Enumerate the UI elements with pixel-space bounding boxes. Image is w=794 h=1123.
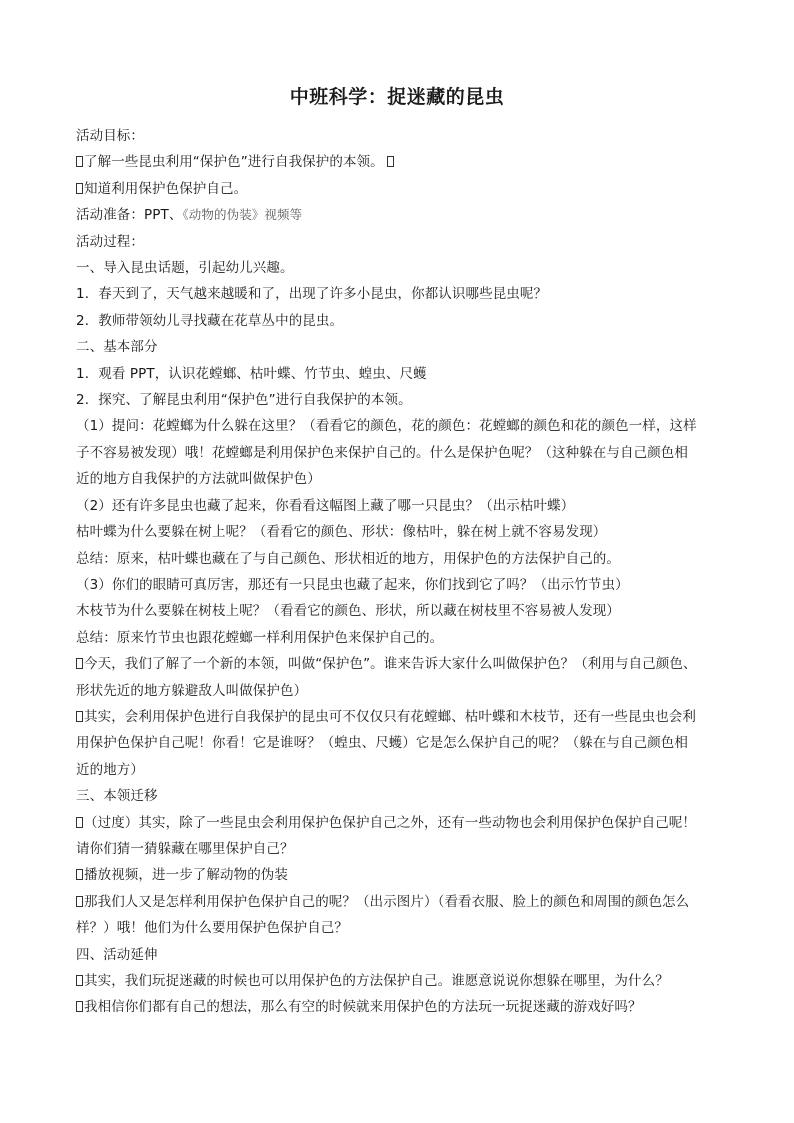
missing-glyph-icon (76, 975, 83, 986)
text-line (76, 678, 719, 704)
line-text: 近的地方） (76, 761, 144, 778)
text-line (76, 836, 719, 862)
document-body (76, 123, 719, 1021)
missing-glyph-icon (76, 817, 83, 828)
line-text: 活动目标： (76, 128, 144, 144)
line-text: 1．春天到了，天气越来越暖和了，出现了许多小昆虫，你都认识哪些昆虫呢？ (76, 286, 548, 303)
text-line (76, 149, 719, 175)
text-line (76, 176, 719, 202)
line-text: 1．观看 PPT，认识花螳螂、枯叶蝶、竹节虫、蝗虫、尺蠖 (76, 365, 427, 382)
line-text: 活动准备：PPT、 (76, 207, 183, 224)
text-line (76, 493, 719, 519)
text-line (76, 413, 719, 439)
text-line (76, 730, 719, 756)
text-line (76, 466, 719, 492)
line-text: 2．教师带领幼儿寻找藏在花草丛中的昆虫。 (76, 312, 344, 329)
line-text: 我相信你们都有自己的想法，那么有空的时候就来用保护色的方法玩一玩捉迷藏的游戏好吗？ (84, 999, 642, 1016)
line-text: 子不容易被发现）哦！花螳螂是利用保护色来保护自己的。什么是保护色呢？（这种躲在与自己颜色相 (76, 444, 688, 461)
text-line (76, 387, 719, 413)
section-heading (76, 783, 719, 809)
line-text: 近的地方自我保护的方法就叫做保护色） (76, 471, 321, 488)
line-text: 一、导入昆虫话题，引起幼儿兴趣。 (76, 260, 294, 277)
text-line (76, 598, 719, 624)
missing-glyph-icon (76, 183, 83, 194)
line-text: 总结：原来竹节虫也跟花螳螂一样利用保护色来保护自己的。 (76, 629, 444, 646)
text-line (76, 361, 719, 387)
line-text: 活动过程： (76, 233, 144, 250)
line-text: 三、本领迁移 (76, 788, 158, 805)
line-text: 用保护色保护自己呢！你看！它是谁呀？（蝗虫、尺蠖）它是怎么保护自己的呢？（躲在与自己颜色相 (76, 735, 688, 752)
section-heading (76, 255, 719, 281)
line-text: （2）还有许多昆虫也藏了起来，你看看这幅图上藏了哪一只昆虫？（出示枯叶蝶） (76, 497, 575, 514)
text-line (76, 862, 719, 888)
line-text: 那我们人又是怎样利用保护色保护自己的呢？（出示图片）（看看衣服、脸上的颜色和周围的颜色怎么 (84, 893, 690, 910)
line-text: 播放视频，进一步了解动物的伪装 (84, 867, 288, 884)
line-text: （1）提问：花螳螂为什么躲在这里？（看看它的颜色，花的颜色：花螳螂的颜色和花的颜色一样，这样 (76, 418, 697, 435)
line-text: 请你们猜一猜躲藏在哪里保护自己？ (76, 840, 294, 857)
line-text: 四、活动延伸 (76, 946, 158, 963)
text-line (76, 281, 719, 307)
missing-glyph-icon (387, 156, 394, 167)
line-text: 其实，我们玩捉迷藏的时候也可以用保护色的方法保护自己。谁愿意说说你想躲在哪里，为什么？ (84, 973, 669, 989)
missing-glyph-icon (76, 156, 83, 167)
line-text: 样？）哦！他们为什么要用保护色保护自己？ (76, 920, 348, 937)
line-text: 木枝节为什么要躲在树枝上呢？（看看它的颜色、形状，所以藏在树枝里不容易被人发现） (76, 603, 620, 620)
text-line (76, 757, 719, 783)
text-line (76, 651, 719, 677)
text-line (76, 704, 719, 730)
line-text: 今天，我们了解了一个新的本领，叫做“保护色”。谁来告诉大家什么叫做保护色？（利用与自己颜色、 (84, 656, 697, 673)
section-heading (76, 334, 719, 360)
missing-glyph-icon (76, 1001, 83, 1012)
text-line (76, 915, 719, 941)
line-text: 2．探究、了解昆虫利用“保护色”进行自我保护的本领。 (76, 392, 412, 409)
document-title: 中班科学：捉迷藏的昆虫 (289, 86, 505, 108)
line-text: 枯叶蝶为什么要躲在树上呢？（看看它的颜色、形状：像枯叶，躲在树上就不容易发现） (76, 524, 607, 541)
line-text: 知道利用保护色保护自己。 (84, 180, 248, 197)
text-line (76, 308, 719, 334)
text-line (76, 889, 719, 915)
text-line (76, 625, 719, 651)
text-line (76, 546, 719, 572)
line-text: 其实，会利用保护色进行自我保护的昆虫可不仅仅只有花螳螂、枯叶蝶和木枝节，还有一些昆虫也会利 (84, 708, 696, 725)
text-line (76, 572, 719, 598)
missing-glyph-icon (76, 896, 83, 907)
missing-glyph-icon (76, 869, 83, 880)
line-text: （过度）其实，除了一些昆虫会利用保护色保护自己之外，还有一些动物也会利用保护色保护自己呢！ (84, 814, 696, 831)
text-line (76, 202, 719, 228)
text-line (76, 440, 719, 466)
line-text: 二、基本部分 (76, 339, 158, 356)
text-line (76, 519, 719, 545)
text-line (76, 994, 719, 1020)
line-text: 形状先近的地方躲避敌人叫做保护色） (76, 682, 308, 699)
missing-glyph-icon (76, 658, 83, 669)
missing-glyph-icon (76, 711, 83, 722)
text-line (76, 123, 719, 149)
text-line (76, 968, 719, 994)
line-text: 了解一些昆虫利用“保护色”进行自我保护的本领。 (84, 154, 384, 171)
line-text: （3）你们的眼睛可真厉害，那还有一只昆虫也藏了起来，你们找到它了吗？（出示竹节虫） (76, 576, 629, 593)
section-heading (76, 942, 719, 968)
text-line (76, 229, 719, 255)
line-text-serif: 《动物的伪装》视频等 (182, 207, 303, 223)
text-line (76, 810, 719, 836)
line-text: 总结：原来，枯叶蝶也藏在了与自己颜色、形状相近的地方，用保护色的方法保护自己的。 (76, 550, 620, 567)
